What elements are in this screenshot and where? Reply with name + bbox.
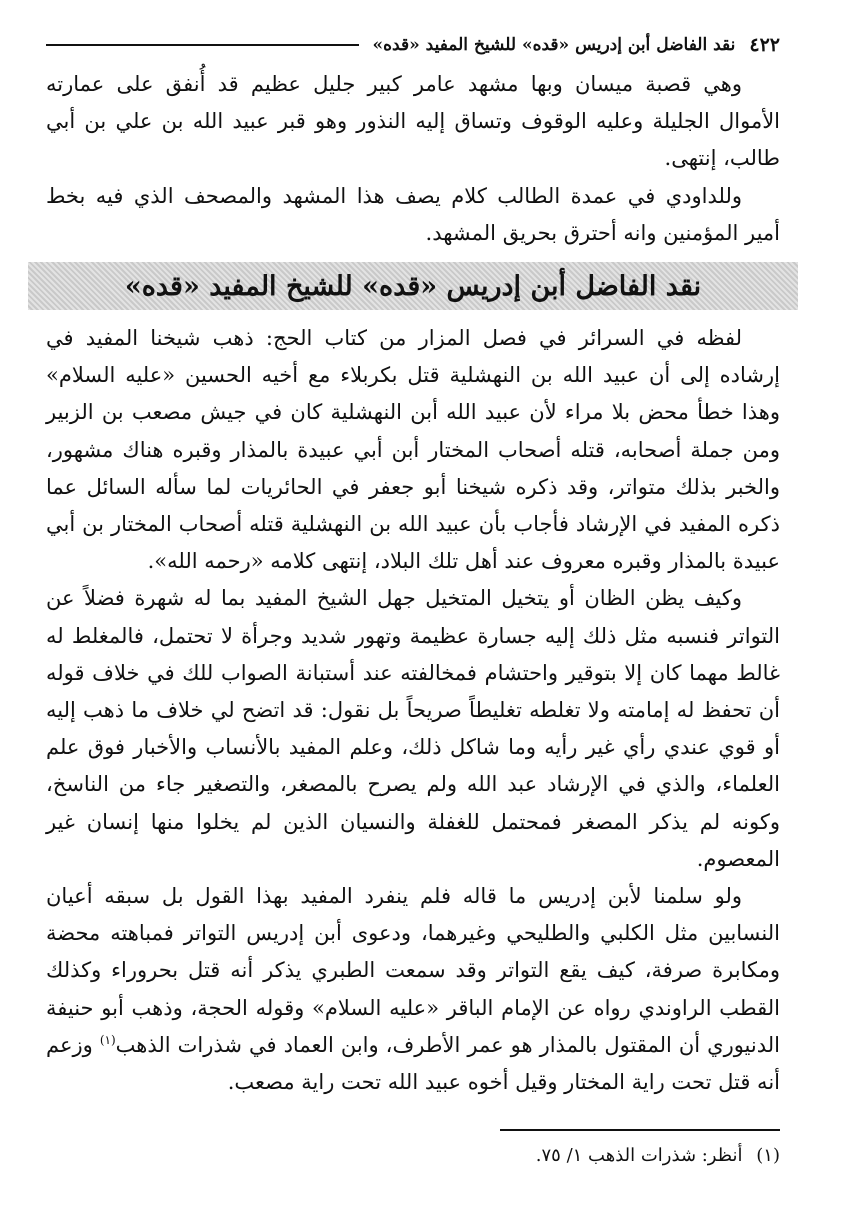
section-title: نقد الفاضل أبن إدريس «قده» للشيخ المفيد «قده» (124, 270, 702, 302)
footnote-reference[interactable]: (١) (99, 1032, 116, 1047)
paragraph: لفظه في السرائر في فصل المزار من كتاب الحج: ذهب شيخنا المفيد في إرشاده إلى أن عبيد الله بن النهشلية قتل بكربلاء مع أخيه الحسين «عليه السلام» وهذا خطأ محض بلا مراء لأن عبيد الله أبن النهشلية كان في جيش مصعب بن الزبير ومن جملة أصحابه، قتله أصحاب المختار أبن أبي عبيدة بالمذار وقبره هناك مشهور، والخبر بذلك متواتر، وقد ذكره شيخنا أبو جعفر في الحائريات لما سأله السائل عما ذكره المفيد في الإرشاد فأجاب بأن عبيد الله بن النهشلية قتله أصحاب المختار بن أبي عبيدة بالمذار وقبره معروف عند أهل تلك البلاد، إنتهى كلامه «رحمه الله». (46, 326, 780, 574)
header-rule (46, 44, 359, 46)
running-header (46, 28, 780, 62)
footnote-text: أنظر: شذرات الذهب ١/ ٧٥. (535, 1144, 743, 1166)
footnote-marker: (١) (756, 1144, 780, 1166)
paragraph (46, 878, 780, 1101)
paragraph: وكيف يظن الظان أو يتخيل المتخيل جهل الشيخ المفيد بما له شهرة فضلاً عن التواتر فنسبه مثل ذلك إليه جسارة عظيمة وتهور شديد وجرأة لا تحتمل، فالمغلط له غالط مهما كان إلا بتوقير واحتشام فمخالفته عند أستبانة الصواب للك في خلاف قوله أن تحفظ له إمامته ولا تغلطه تغليطاً صريحاً بل نقول: قد اتضح لي خلاف ما ذهب إليه أو قوي عندي رأي غير رأيه وما شاكل ذلك، وعلم المفيد بالأنساب والأخبار فوق علم العلماء، والذي في الإرشاد عبد الله ولم يصرح بالمصغر، والتصغير جاء من الناسخ، وكونه لم يذكر المصغر فمحتمل للغفلة والنسيان الذين لم يخلوا منها إنسان غير المعصوم. (46, 586, 780, 871)
book-page (46, 28, 780, 1208)
paragraph-text: ولو سلمنا لأبن إدريس ما قاله فلم ينفرد المفيد بهذا القول بل سبقه أعيان النسابين مثل الكلبي والطليحي وغيرهما، ودعوى أبن إدريس التواتر فمباهته محضة ومكابرة صرفة، كيف يقع التواتر وقد سمعت الطبري يذكر أنه قتل بحروراء وكذلك القطب الراوندي رواه عن الإمام الباقر «عليه السلام» وقوله الحجة، وذهب أبو حنيفة الدنيوري أن المقتول بالمذار هو عمر الأطرف، وابن العماد في شذرات الذهب (46, 884, 780, 1057)
paragraph-text: وزعم أنه قتل تحت راية المختار وقيل أخوه عبيد الله تحت راية مصعب. (46, 1032, 780, 1095)
section-heading-band (28, 262, 798, 310)
running-header-title: نقد الفاضل أبن إدريس «قده» للشيخ المفيد «قده» (372, 35, 736, 55)
paragraph: وللداودي في عمدة الطالب كلام يصف هذا المشهد والمصحف الذي فيه بخط أمير المؤمنين وانه أحترق بحريق المشهد. (46, 183, 780, 245)
footnote-rule (500, 1129, 780, 1131)
footnote (46, 1141, 780, 1171)
paragraph: وهي قصبة ميسان وبها مشهد عامر كبير جليل عظيم قد أُنفق على عمارته الأموال الجليلة وعليه الوقوف وتساق إليه النذور وهو قبر عبيد الله بن علي بن أبي طالب، إنتهى. (46, 72, 780, 171)
page-number: ٤٢٢ (749, 34, 780, 56)
body-text-continued (46, 320, 780, 1101)
body-text (46, 66, 780, 252)
